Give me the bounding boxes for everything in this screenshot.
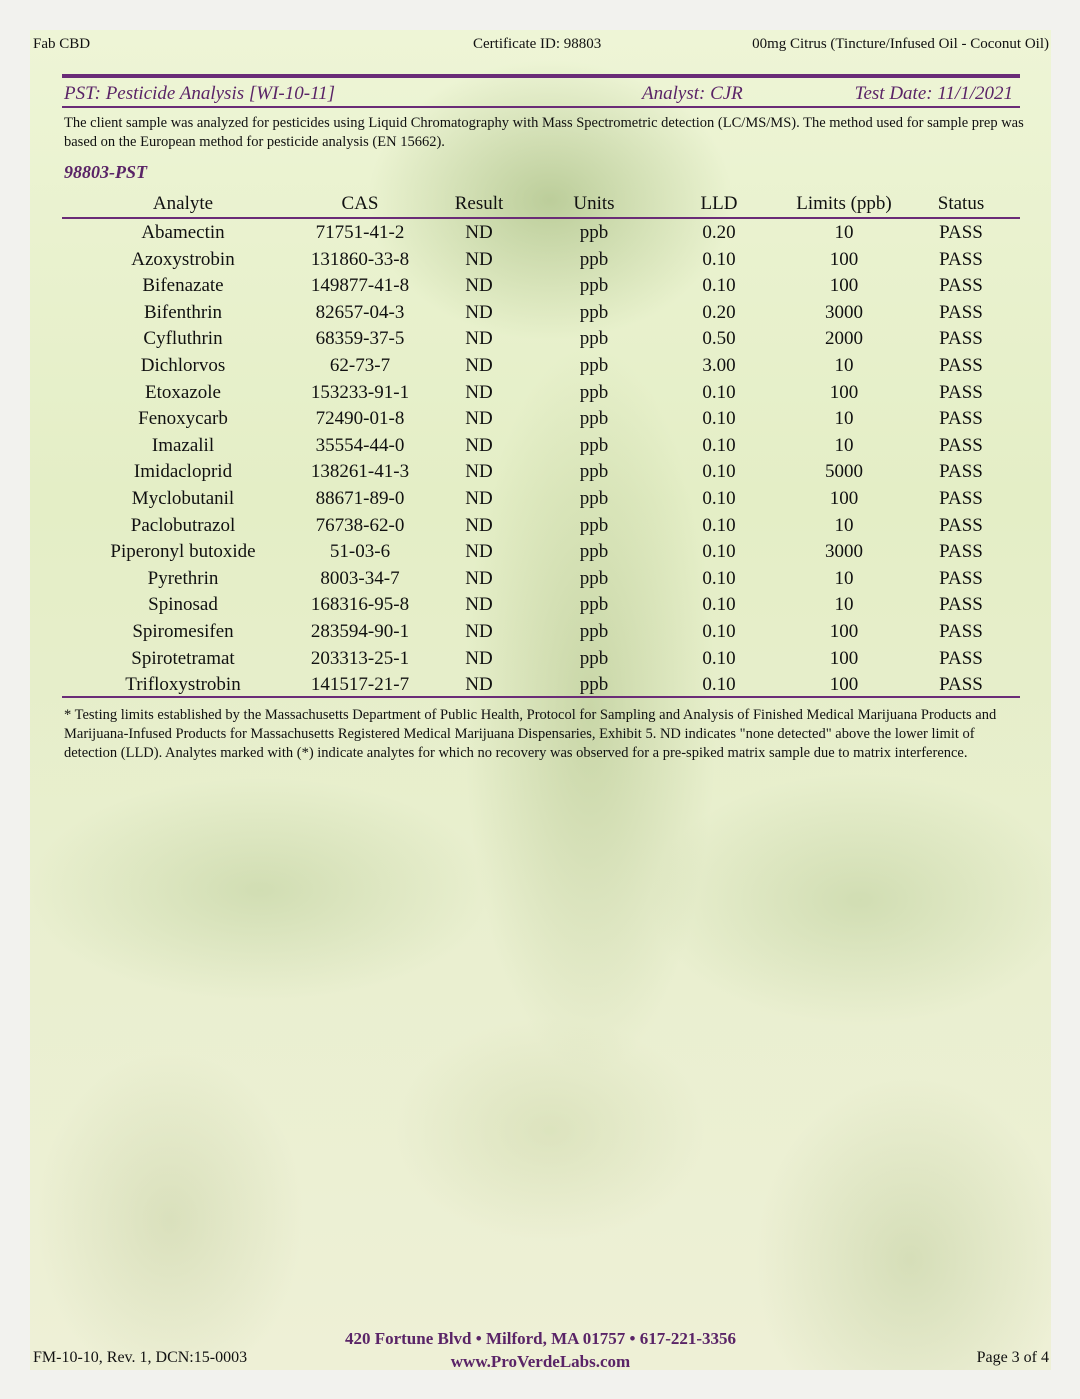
- cell-cas: 168316-95-8: [310, 594, 410, 616]
- cell-status: PASS: [939, 594, 983, 616]
- cell-status: PASS: [939, 567, 983, 589]
- cell-status: PASS: [939, 647, 983, 669]
- cell-units: ppb: [579, 222, 609, 243]
- cell-lld: 0.10: [702, 541, 736, 563]
- cell-cas: 82657-04-3: [315, 301, 405, 323]
- lab-website[interactable]: www.ProVerdeLabs.com: [450, 1352, 631, 1370]
- cell-analyte: Imazalil: [151, 434, 215, 456]
- cell-status: PASS: [939, 674, 983, 696]
- section-title: PST: Pesticide Analysis [WI-10-11]: [64, 83, 336, 104]
- cell-lld: 0.20: [702, 301, 736, 323]
- cell-result: ND: [465, 488, 493, 509]
- table-header-rule: [62, 217, 1020, 219]
- cell-limit: 100: [829, 647, 859, 669]
- table-bottom-rule: [62, 696, 1020, 698]
- cell-result: ND: [465, 408, 493, 430]
- cell-cas: 149877-41-8: [310, 275, 410, 297]
- cell-units: ppb: [579, 328, 609, 350]
- cell-analyte: Abamectin: [141, 222, 225, 243]
- cell-cas: 153233-91-1: [310, 381, 410, 403]
- cell-units: ppb: [579, 567, 609, 589]
- cell-cas: 141517-21-7: [310, 674, 410, 696]
- cell-lld: 0.10: [702, 434, 736, 456]
- cell-result: ND: [465, 248, 493, 270]
- section-bottom-rule: [62, 106, 1020, 108]
- section-top-rule: [62, 74, 1020, 78]
- cell-limit: 2000: [825, 328, 863, 350]
- cell-cas: 72490-01-8: [315, 408, 405, 430]
- cell-analyte: Pyrethrin: [147, 567, 219, 589]
- cell-analyte: Trifloxystrobin: [125, 674, 241, 696]
- cell-units: ppb: [579, 275, 609, 297]
- cell-limit: 10: [834, 594, 854, 616]
- cell-analyte: Azoxystrobin: [131, 248, 235, 270]
- cell-lld: 0.10: [702, 594, 736, 616]
- cell-cas: 88671-89-0: [315, 488, 405, 509]
- cell-analyte: Etoxazole: [145, 381, 221, 403]
- cell-lld: 0.10: [702, 408, 736, 430]
- form-id: FM-10-10, Rev. 1, DCN:15-0003: [33, 1349, 248, 1366]
- cell-limit: 100: [829, 248, 859, 270]
- cell-limit: 100: [829, 488, 859, 509]
- page-number: Page 3 of 4: [976, 1349, 1049, 1366]
- product-name: 00mg Citrus (Tincture/Infused Oil - Coconut Oil): [752, 36, 1049, 52]
- cell-units: ppb: [579, 434, 609, 456]
- cell-analyte: Paclobutrazol: [130, 514, 236, 536]
- cell-result: ND: [465, 674, 493, 696]
- cell-status: PASS: [939, 355, 983, 376]
- cell-result: ND: [465, 301, 493, 323]
- cell-lld: 0.10: [702, 514, 736, 536]
- cell-lld: 0.10: [702, 248, 736, 270]
- cell-result: ND: [465, 381, 493, 403]
- cell-limit: 100: [829, 381, 859, 403]
- cell-limit: 5000: [825, 461, 863, 483]
- cell-limit: 10: [834, 408, 854, 430]
- company-name: Fab CBD: [33, 36, 91, 52]
- cell-cas: 35554-44-0: [315, 434, 405, 456]
- cell-limit: 10: [834, 567, 854, 589]
- cell-status: PASS: [939, 514, 983, 536]
- column-header-cas: CAS: [341, 193, 379, 214]
- cell-units: ppb: [579, 461, 609, 483]
- cell-limit: 100: [829, 674, 859, 696]
- cell-analyte: Spirotetramat: [131, 647, 235, 669]
- cell-analyte: Cyfluthrin: [143, 328, 223, 350]
- cell-cas: 203313-25-1: [310, 647, 410, 669]
- cell-units: ppb: [579, 408, 609, 430]
- cell-status: PASS: [939, 434, 983, 456]
- analyst: Analyst: CJR: [642, 83, 743, 104]
- cell-limit: 10: [834, 355, 854, 376]
- cell-units: ppb: [579, 594, 609, 616]
- cell-lld: 0.10: [702, 275, 736, 297]
- cell-status: PASS: [939, 461, 983, 483]
- cell-limit: 3000: [825, 541, 863, 563]
- cell-units: ppb: [579, 355, 609, 376]
- cell-status: PASS: [939, 248, 983, 270]
- cell-lld: 0.10: [702, 621, 736, 642]
- cell-analyte: Dichlorvos: [140, 355, 226, 376]
- cell-analyte: Spiromesifen: [132, 621, 234, 642]
- footnote: * Testing limits established by the Massachusetts Department of Public Health, Protocol for Sampling and Analysis of Finished Medical Marijuana Products and Marijuana-Infused Products for Massachusetts Registered Medical Marijuana Dispensaries, Exhibit 5. ND indicates "none detected" above the lower limit of detection (LLD). Analytes marked with (*) indicate analytes for which no recovery was observed for a pre-spiked matrix sample due to matrix interference.: [64, 707, 997, 761]
- cell-limit: 10: [834, 222, 854, 243]
- cell-cas: 283594-90-1: [310, 621, 410, 642]
- cell-lld: 0.10: [702, 381, 736, 403]
- cell-status: PASS: [939, 222, 983, 243]
- sample-id: 98803-PST: [64, 162, 147, 182]
- cell-analyte: Bifenthrin: [143, 301, 223, 323]
- cell-result: ND: [465, 328, 493, 350]
- cell-analyte: Piperonyl butoxide: [110, 541, 256, 563]
- cell-result: ND: [465, 647, 493, 669]
- cell-analyte: Fenoxycarb: [138, 408, 228, 430]
- column-header-analyte: Analyte: [152, 193, 214, 214]
- column-header-lld: LLD: [700, 193, 738, 214]
- lab-address: 420 Fortune Blvd • Milford, MA 01757 • 617-221-3356: [344, 1329, 737, 1348]
- cell-lld: 3.00: [702, 355, 736, 376]
- method-description: The client sample was analyzed for pesticides using Liquid Chromatography with Mass Spectrometric detection (LC/MS/MS). The method used for sample prep was based on the European method for pesticide analysis (EN 15662).: [64, 115, 1024, 150]
- cell-units: ppb: [579, 301, 609, 323]
- cell-cas: 51-03-6: [329, 541, 391, 563]
- cell-analyte: Spinosad: [148, 594, 218, 616]
- cell-result: ND: [465, 461, 493, 483]
- cell-cas: 131860-33-8: [310, 248, 410, 270]
- cell-result: ND: [465, 594, 493, 616]
- cell-lld: 0.20: [702, 222, 736, 243]
- cell-analyte: Imidacloprid: [133, 461, 233, 483]
- cell-units: ppb: [579, 621, 609, 642]
- cell-cas: 62-73-7: [329, 355, 391, 376]
- cell-cas: 68359-37-5: [315, 328, 405, 350]
- cell-units: ppb: [579, 488, 609, 509]
- certificate-id: Certificate ID: 98803: [473, 36, 602, 52]
- cell-result: ND: [465, 275, 493, 297]
- column-header-result: Result: [454, 193, 504, 214]
- cell-cas: 8003-34-7: [320, 567, 400, 589]
- cell-result: ND: [465, 514, 493, 536]
- cell-status: PASS: [939, 381, 983, 403]
- cell-cas: 71751-41-2: [315, 222, 405, 243]
- cell-analyte: Bifenazate: [142, 275, 224, 297]
- cell-analyte: Myclobutanil: [131, 488, 235, 509]
- cell-status: PASS: [939, 621, 983, 642]
- cell-status: PASS: [939, 408, 983, 430]
- cell-units: ppb: [579, 541, 609, 563]
- certificate-page: [30, 30, 1051, 1370]
- cell-units: ppb: [579, 514, 609, 536]
- cell-result: ND: [465, 567, 493, 589]
- column-header-limit: Limits (ppb): [796, 193, 892, 214]
- cell-limit: 3000: [825, 301, 863, 323]
- test-date: Test Date: 11/1/2021: [854, 83, 1013, 104]
- cell-result: ND: [465, 222, 493, 243]
- cell-limit: 10: [834, 434, 854, 456]
- cell-result: ND: [465, 541, 493, 563]
- cell-units: ppb: [579, 381, 609, 403]
- cell-lld: 0.10: [702, 647, 736, 669]
- cell-result: ND: [465, 621, 493, 642]
- column-header-units: Units: [573, 193, 615, 214]
- cell-status: PASS: [939, 541, 983, 563]
- cell-lld: 0.10: [702, 674, 736, 696]
- cell-units: ppb: [579, 248, 609, 270]
- cell-lld: 0.50: [702, 328, 736, 350]
- cell-cas: 76738-62-0: [315, 514, 405, 536]
- column-header-status: Status: [937, 193, 985, 214]
- cell-units: ppb: [579, 674, 609, 696]
- cell-status: PASS: [939, 301, 983, 323]
- cell-units: ppb: [579, 647, 609, 669]
- cell-limit: 10: [834, 514, 854, 536]
- cell-status: PASS: [939, 488, 983, 509]
- cell-limit: 100: [829, 621, 859, 642]
- cell-lld: 0.10: [702, 567, 736, 589]
- cell-limit: 100: [829, 275, 859, 297]
- cell-status: PASS: [939, 275, 983, 297]
- cell-status: PASS: [939, 328, 983, 350]
- cell-result: ND: [465, 434, 493, 456]
- cell-lld: 0.10: [702, 461, 736, 483]
- cell-cas: 138261-41-3: [310, 461, 410, 483]
- cell-lld: 0.10: [702, 488, 736, 509]
- cell-result: ND: [465, 355, 493, 376]
